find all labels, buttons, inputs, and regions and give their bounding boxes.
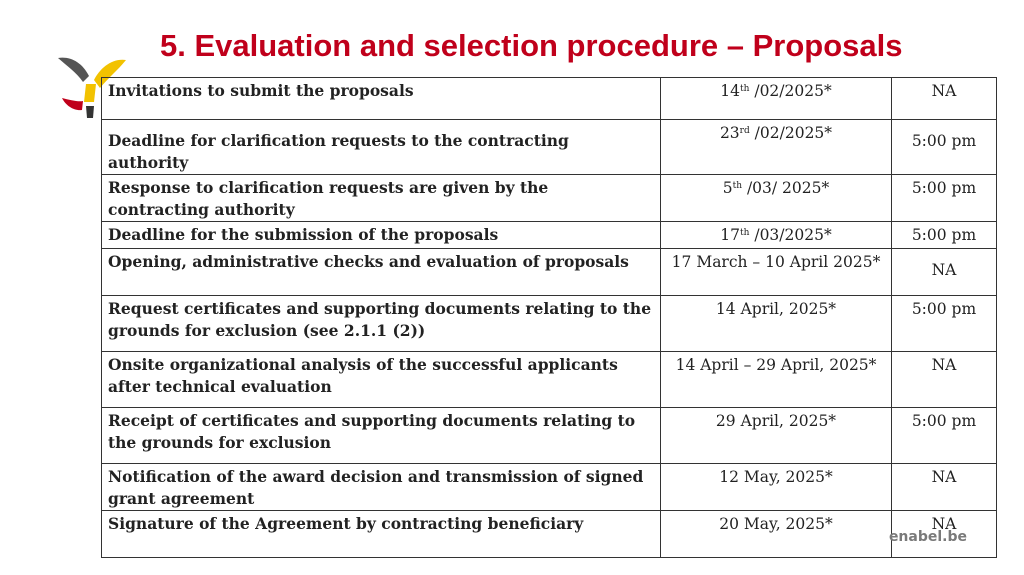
activity-cell: Opening, administrative checks and evaluation of proposals	[102, 249, 661, 296]
time-cell: 5:00 pm	[892, 408, 997, 464]
activity-cell: Receipt of certificates and supporting documents relating to the grounds for exclusion	[102, 408, 661, 464]
date-cell: 14 April, 2025*	[661, 296, 892, 352]
date-cell: 17th /03/2025*	[661, 222, 892, 249]
activity-cell: Notification of the award decision and transmission of signed grant agreement	[102, 464, 661, 511]
activity-cell: Response to clarification requests are given by the contracting authority	[102, 175, 661, 222]
date-cell: 14th /02/2025*	[661, 78, 892, 120]
schedule-table	[101, 77, 997, 558]
activity-cell: Onsite organizational analysis of the successful applicants after technical evaluation	[102, 352, 661, 408]
activity-cell: Request certificates and supporting documents relating to the grounds for exclusion (see 2.1.1 (2))	[102, 296, 661, 352]
activity-cell: Deadline for the submission of the proposals	[102, 222, 661, 249]
time-cell: NA	[892, 464, 997, 511]
time-cell: NA	[892, 78, 997, 120]
time-cell: 5:00 pm	[892, 175, 997, 222]
table-row	[102, 249, 997, 296]
table-row	[102, 222, 997, 249]
date-cell: 17 March – 10 April 2025*	[661, 249, 892, 296]
activity-cell: Deadline for clarification requests to the contracting authority	[102, 120, 661, 175]
date-cell: 20 May, 2025*	[661, 511, 892, 558]
brand-url: enabel.be	[888, 529, 967, 545]
page-title: 5. Evaluation and selection procedure – Proposals	[160, 28, 903, 63]
table-row	[102, 408, 997, 464]
table-row	[102, 175, 997, 222]
table-row	[102, 78, 997, 120]
table-row	[102, 464, 997, 511]
activity-cell: Signature of the Agreement by contracting beneficiary	[102, 511, 661, 558]
table-row	[102, 120, 997, 175]
table-row	[102, 296, 997, 352]
time-cell: NA	[892, 352, 997, 408]
date-cell: 5th /03/ 2025*	[661, 175, 892, 222]
date-cell: 23rd /02/2025*	[661, 120, 892, 175]
date-cell: 14 April – 29 April, 2025*	[661, 352, 892, 408]
table-row	[102, 511, 997, 558]
time-cell: NA	[892, 511, 997, 558]
time-cell: NA	[892, 249, 997, 296]
time-cell: 5:00 pm	[892, 120, 997, 175]
date-cell: 12 May, 2025*	[661, 464, 892, 511]
time-cell: 5:00 pm	[892, 296, 997, 352]
table-row	[102, 352, 997, 408]
date-cell: 29 April, 2025*	[661, 408, 892, 464]
time-cell: 5:00 pm	[892, 222, 997, 249]
activity-cell: Invitations to submit the proposals	[102, 78, 661, 120]
